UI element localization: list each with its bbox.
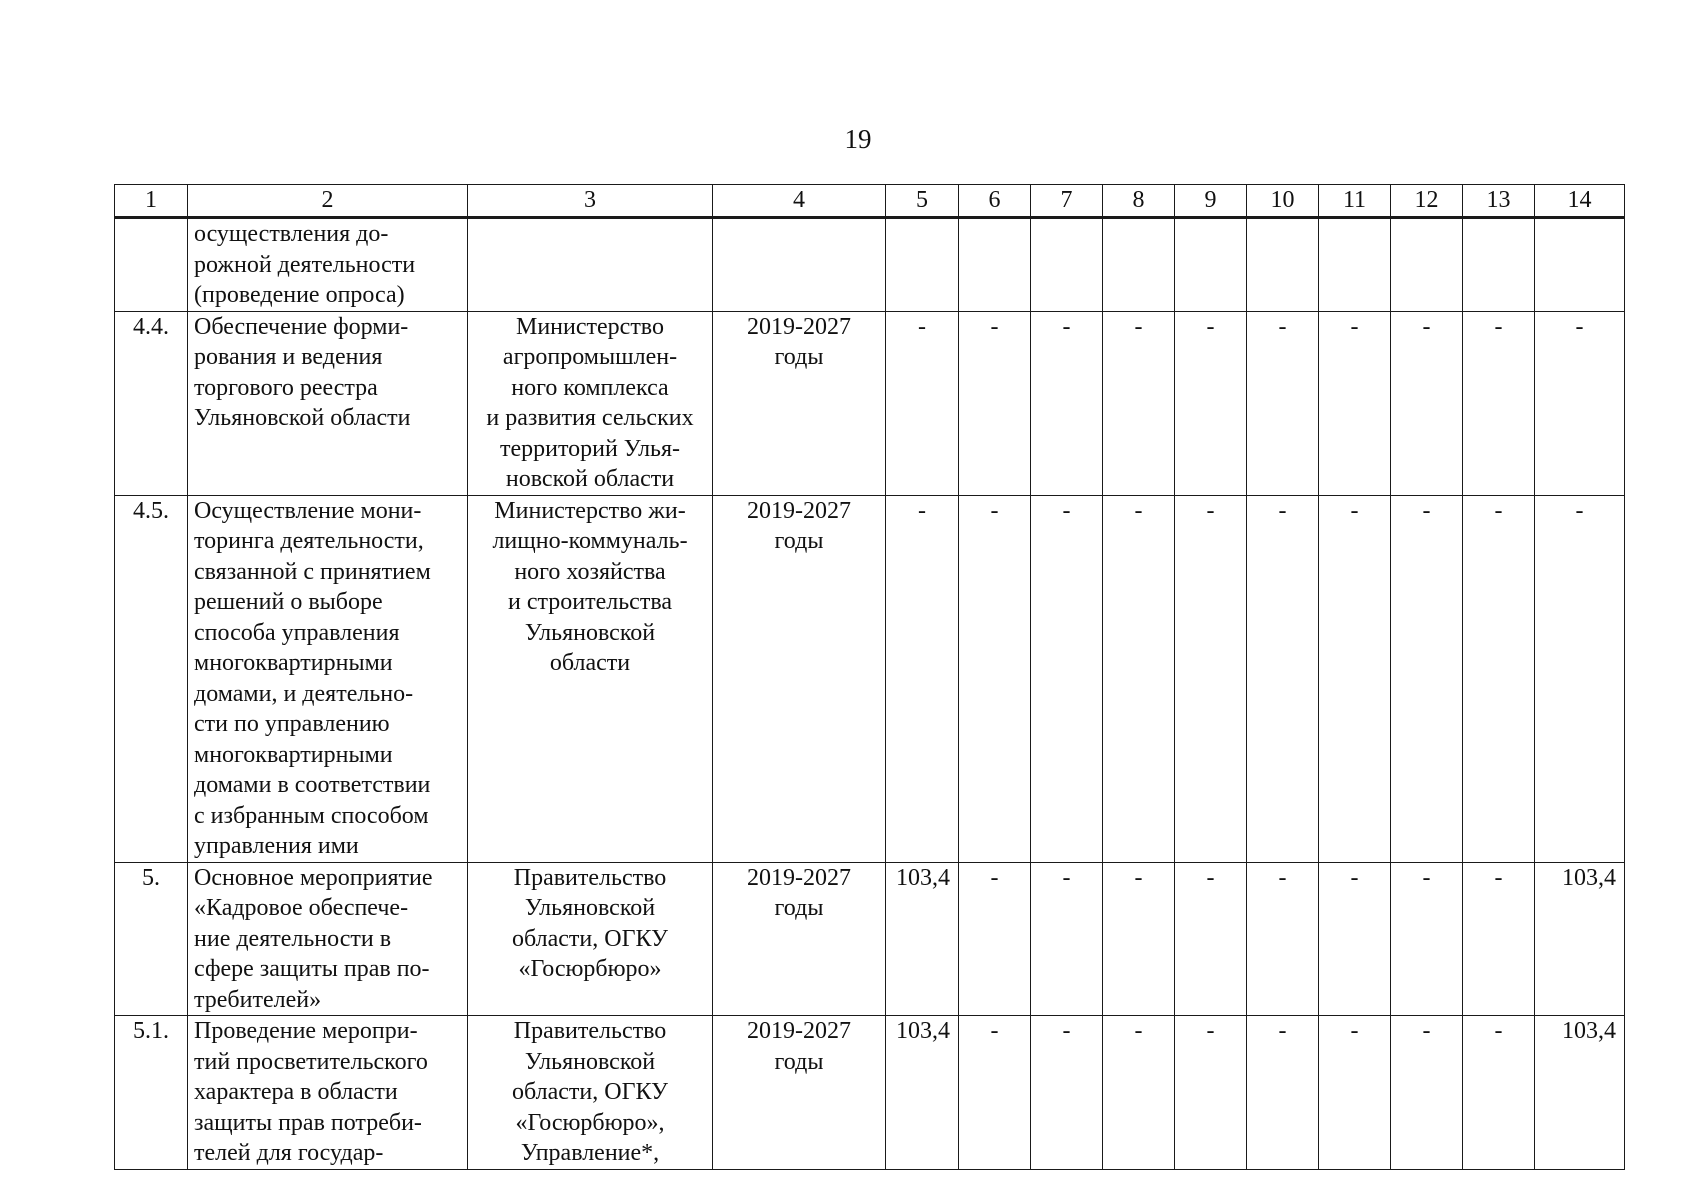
- value-col-10: -: [1247, 1016, 1319, 1170]
- column-header-11: 11: [1319, 185, 1391, 218]
- text-line: рожной деятельности: [194, 251, 416, 278]
- column-header-8: 8: [1103, 185, 1175, 218]
- column-header-7: 7: [1031, 185, 1103, 218]
- column-header-9: 9: [1175, 185, 1247, 218]
- table-row: [115, 218, 1625, 312]
- text-line: территорий Улья-: [499, 435, 681, 462]
- text-line: характера в области: [194, 1079, 398, 1105]
- text-line: Правительство: [513, 1018, 667, 1044]
- text-line: новской области: [505, 466, 675, 492]
- value-col-9: -: [1175, 311, 1247, 495]
- value-col-10: -: [1247, 495, 1319, 862]
- value-col-14: -: [1535, 495, 1625, 862]
- text-line: и развития сельских: [486, 405, 694, 431]
- text-line: связанной с принятием: [194, 558, 431, 585]
- value-col-8: [1103, 218, 1175, 312]
- column-header-13: 13: [1463, 185, 1535, 218]
- value-col-12: -: [1391, 311, 1463, 495]
- text-line: Ульяновской области: [194, 405, 411, 431]
- header-row: [115, 185, 1625, 218]
- value-col-6: -: [959, 1016, 1031, 1170]
- text-line: решений о выборе: [194, 589, 383, 615]
- column-header-3: 3: [468, 185, 713, 218]
- text-line: тий просветительского: [194, 1048, 428, 1075]
- term: [713, 311, 886, 495]
- text-line: требителей»: [194, 986, 322, 1013]
- text-line: 2019-2027: [747, 313, 851, 340]
- executor: [468, 862, 713, 1016]
- value-col-13: -: [1463, 862, 1535, 1016]
- value-col-14: 103,4: [1535, 862, 1625, 1016]
- value-col-6: -: [959, 862, 1031, 1016]
- text-line: Осуществление мони-: [194, 497, 422, 524]
- table-row: [115, 1016, 1625, 1170]
- value-col-7: -: [1031, 311, 1103, 495]
- row-number: 5.: [115, 862, 188, 1016]
- text-line: годы: [774, 1048, 824, 1075]
- column-header-4: 4: [713, 185, 886, 218]
- value-col-5: [886, 218, 959, 312]
- column-header-6: 6: [959, 185, 1031, 218]
- term: [713, 1016, 886, 1170]
- value-col-8: -: [1103, 1016, 1175, 1170]
- value-col-12: -: [1391, 862, 1463, 1016]
- row-number: 5.1.: [115, 1016, 188, 1170]
- term: [713, 495, 886, 862]
- text-line: годы: [774, 895, 824, 921]
- text-line: домами в соответствии: [194, 772, 431, 798]
- activity-name: [188, 311, 468, 495]
- text-line: «Кадровое обеспече-: [194, 895, 409, 921]
- term: [713, 218, 886, 312]
- row-number: 4.5.: [115, 495, 188, 862]
- executor: [468, 218, 713, 312]
- executor: [468, 495, 713, 862]
- value-col-8: -: [1103, 862, 1175, 1016]
- text-line: «Госюрбюро»,: [515, 1109, 665, 1136]
- value-col-10: [1247, 218, 1319, 312]
- table-row: [115, 495, 1625, 862]
- column-header-10: 10: [1247, 185, 1319, 218]
- table-body: [115, 218, 1625, 1170]
- value-col-12: [1391, 218, 1463, 312]
- text-line: области, ОГКУ: [512, 1079, 668, 1105]
- text-line: Ульяновской: [524, 895, 656, 921]
- text-line: Министерство: [516, 313, 664, 340]
- text-line: (проведение опроса): [194, 282, 405, 308]
- text-line: торгового реестра: [194, 374, 378, 401]
- value-col-8: -: [1103, 311, 1175, 495]
- text-line: Правительство: [513, 864, 667, 891]
- text-line: годы: [774, 344, 824, 370]
- value-col-6: -: [959, 495, 1031, 862]
- value-col-5: 103,4: [886, 1016, 959, 1170]
- text-line: Ульяновской: [524, 619, 656, 646]
- text-line: осуществления до-: [194, 221, 389, 247]
- text-line: Управление*,: [520, 1140, 660, 1166]
- text-line: 2019-2027: [747, 1018, 851, 1044]
- text-line: ного комплекса: [511, 374, 669, 401]
- value-col-9: -: [1175, 1016, 1247, 1170]
- value-col-10: -: [1247, 311, 1319, 495]
- text-line: годы: [774, 528, 824, 554]
- value-col-6: -: [959, 311, 1031, 495]
- value-col-13: -: [1463, 1016, 1535, 1170]
- text-line: 2019-2027: [747, 864, 851, 891]
- text-line: Обеспечение форми-: [194, 313, 409, 340]
- text-line: Проведение меропри-: [194, 1018, 418, 1044]
- value-col-11: -: [1319, 311, 1391, 495]
- value-col-5: 103,4: [886, 862, 959, 1016]
- value-col-14: 103,4: [1535, 1016, 1625, 1170]
- page-number: 19: [844, 124, 872, 154]
- text-line: сфере защиты прав по-: [194, 956, 430, 982]
- value-col-9: -: [1175, 862, 1247, 1016]
- value-col-13: [1463, 218, 1535, 312]
- value-col-7: -: [1031, 495, 1103, 862]
- column-header-12: 12: [1391, 185, 1463, 218]
- activity-name: [188, 1016, 468, 1170]
- text-line: многоквартирными: [194, 741, 393, 768]
- text-line: Ульяновской: [524, 1048, 656, 1075]
- value-col-11: [1319, 218, 1391, 312]
- term: [713, 862, 886, 1016]
- text-line: Министерство жи-: [494, 497, 686, 524]
- program-table: [114, 184, 1625, 1170]
- text-line: домами, и деятельно-: [194, 680, 414, 707]
- text-line: ного хозяйства: [514, 558, 666, 585]
- value-col-7: -: [1031, 862, 1103, 1016]
- value-col-8: -: [1103, 495, 1175, 862]
- text-line: многоквартирными: [194, 650, 393, 676]
- value-col-7: [1031, 218, 1103, 312]
- activity-name: [188, 862, 468, 1016]
- value-col-13: -: [1463, 311, 1535, 495]
- value-col-14: -: [1535, 311, 1625, 495]
- executor: [468, 311, 713, 495]
- text-line: ние деятельности в: [194, 925, 392, 952]
- value-col-10: -: [1247, 862, 1319, 1016]
- value-col-6: [959, 218, 1031, 312]
- value-col-11: -: [1319, 495, 1391, 862]
- value-col-11: -: [1319, 1016, 1391, 1170]
- column-header-14: 14: [1535, 185, 1625, 218]
- value-col-9: -: [1175, 495, 1247, 862]
- value-col-14: [1535, 218, 1625, 312]
- table-row: [115, 311, 1625, 495]
- text-line: управления ими: [194, 833, 359, 859]
- column-header-1: 1: [115, 185, 188, 218]
- text-line: сти по управлению: [194, 711, 390, 737]
- text-line: рования и ведения: [194, 344, 383, 370]
- activity-name: [188, 218, 468, 312]
- text-line: и строительства: [508, 589, 672, 615]
- executor: [468, 1016, 713, 1170]
- row-number: [115, 218, 188, 312]
- text-line: с избранным способом: [194, 802, 429, 829]
- text-line: торинга деятельности,: [194, 528, 424, 554]
- text-line: агропромышлен-: [502, 344, 678, 370]
- value-col-12: -: [1391, 495, 1463, 862]
- column-header-5: 5: [886, 185, 959, 218]
- text-line: Основное мероприятие: [194, 864, 433, 891]
- value-col-12: -: [1391, 1016, 1463, 1170]
- text-line: области, ОГКУ: [512, 925, 668, 952]
- value-col-13: -: [1463, 495, 1535, 862]
- text-line: «Госюрбюро»: [518, 956, 662, 982]
- row-number: 4.4.: [115, 311, 188, 495]
- text-line: телей для государ-: [194, 1140, 384, 1166]
- text-line: 2019-2027: [747, 497, 851, 524]
- table-row: [115, 862, 1625, 1016]
- text-line: защиты прав потреби-: [194, 1109, 422, 1136]
- text-line: области: [549, 650, 631, 676]
- activity-name: [188, 495, 468, 862]
- value-col-5: -: [886, 311, 959, 495]
- text-line: способа управления: [194, 619, 400, 646]
- value-col-7: -: [1031, 1016, 1103, 1170]
- value-col-5: -: [886, 495, 959, 862]
- text-line: лищно-коммуналь-: [492, 528, 688, 554]
- column-header-2: 2: [188, 185, 468, 218]
- value-col-9: [1175, 218, 1247, 312]
- value-col-11: -: [1319, 862, 1391, 1016]
